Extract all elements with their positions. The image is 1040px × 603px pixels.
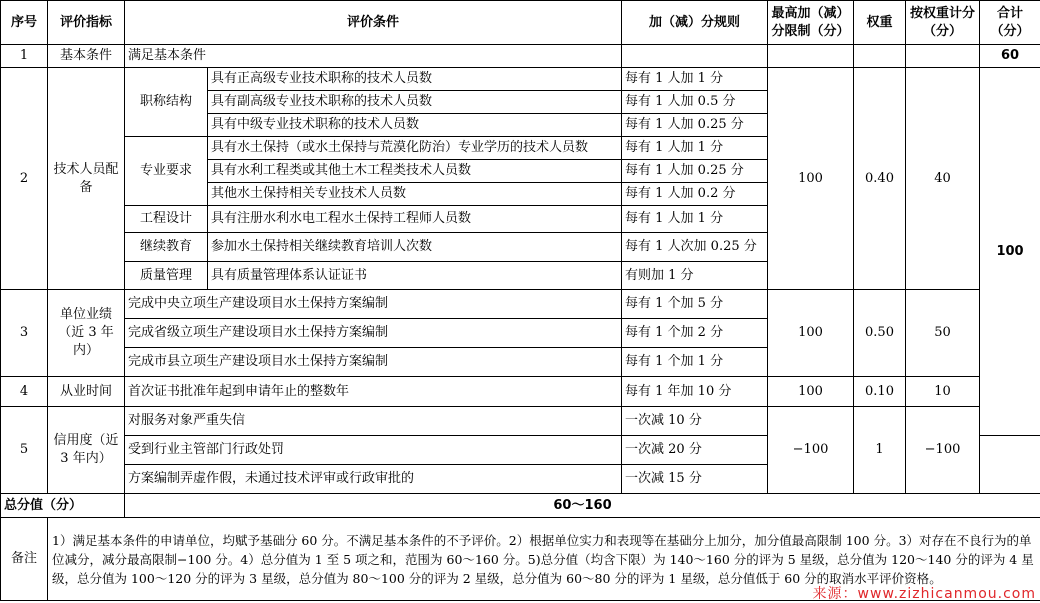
row4-condition: 首次证书批准年起到申请年止的整数年: [125, 377, 622, 407]
table-row: [1, 68, 1040, 91]
row4-weight: 0.10: [854, 377, 906, 407]
row5-condition: 对服务对象严重失信: [125, 407, 622, 436]
row5-rule: 一次减 15 分: [622, 465, 768, 494]
row2-condition: 具有水土保持（或水土保持与荒漠化防治）专业学历的技术人员数: [208, 137, 622, 160]
row3-weighted: 50: [906, 290, 980, 377]
row2-sub-cont: 继续教育: [125, 233, 208, 262]
row2-rule: 有则加 1 分: [622, 262, 768, 290]
table-row: [1, 290, 1040, 319]
row5-condition: 方案编制弄虚作假，未通过技术评审或行政审批的: [125, 465, 622, 494]
row2-rule: 每有 1 人加 0.2 分: [622, 183, 768, 206]
summary-label: 总分值（分）: [1, 494, 125, 518]
row2-condition: 具有注册水利水电工程水土保持工程师人员数: [208, 206, 622, 233]
row4-indicator: 从业时间: [48, 377, 125, 407]
header-no: 序号: [1, 1, 48, 45]
row1-max-empty: [768, 45, 854, 68]
header-max: 最高加（减）分限制（分）: [768, 1, 854, 45]
row3-rule: 每有 1 个加 5 分: [622, 290, 768, 319]
row5-indicator: 信用度（近 3 年内）: [48, 407, 125, 494]
row1-total: 60: [980, 45, 1040, 68]
row2-rule: 每有 1 人加 1 分: [622, 137, 768, 160]
row3-no: 3: [1, 290, 48, 377]
header-weighted: 按权重计分（分）: [906, 1, 980, 45]
row1-condition: 满足基本条件: [125, 45, 622, 68]
summary-value: 60～160: [125, 494, 1040, 518]
row2-rule: 每有 1 人加 0.5 分: [622, 91, 768, 114]
row2-sub-eng: 工程设计: [125, 206, 208, 233]
row2-sub-pro: 专业要求: [125, 137, 208, 206]
table-row: [1, 377, 1040, 407]
row3-condition: 完成省级立项生产建设项目水土保持方案编制: [125, 319, 622, 348]
table-row: [1, 45, 1040, 68]
row3-rule: 每有 1 个加 1 分: [622, 348, 768, 377]
row2-weight: 0.40: [854, 68, 906, 290]
row3-rule: 每有 1 个加 2 分: [622, 319, 768, 348]
row2-weighted: 40: [906, 68, 980, 290]
row2-rule: 每有 1 人加 1 分: [622, 68, 768, 91]
row5-rule: 一次减 10 分: [622, 407, 768, 436]
row1-weight-empty: [854, 45, 906, 68]
row3-max: 100: [768, 290, 854, 377]
row4-weighted: 10: [906, 377, 980, 407]
row2-condition: 具有副高级专业技术职称的技术人员数: [208, 91, 622, 114]
header-weight: 权重: [854, 1, 906, 45]
row2-condition: 其他水土保持相关专业技术人员数: [208, 183, 622, 206]
summary-row: [1, 494, 1040, 518]
row2-condition: 参加水土保持相关继续教育培训人次数: [208, 233, 622, 262]
header-indicator: 评价指标: [48, 1, 125, 45]
row2-max: 100: [768, 68, 854, 290]
row5-condition: 受到行业主管部门行政处罚: [125, 436, 622, 465]
row2-rule: 每有 1 人加 0.25 分: [622, 114, 768, 137]
source-watermark: 来源：www.zizhicanmou.com: [812, 586, 1036, 602]
total-mid: 100: [980, 68, 1040, 436]
row2-condition: 具有正高级专业技术职称的技术人员数: [208, 68, 622, 91]
row2-rule: 每有 1 人次加 0.25 分: [622, 233, 768, 262]
row2-indicator: 技术人员配备: [48, 68, 125, 290]
row1-indicator: 基本条件: [48, 45, 125, 68]
row3-weight: 0.50: [854, 290, 906, 377]
row2-condition: 具有水利工程类或其他土木工程类技术人员数: [208, 160, 622, 183]
row5-rule: 一次减 20 分: [622, 436, 768, 465]
table-row: [1, 407, 1040, 436]
row2-no: 2: [1, 68, 48, 290]
row5-weight: 1: [854, 407, 906, 494]
row5-no: 5: [1, 407, 48, 494]
row4-no: 4: [1, 377, 48, 407]
row4-max: 100: [768, 377, 854, 407]
row2-sub-qual: 质量管理: [125, 262, 208, 290]
row3-condition: 完成中央立项生产建设项目水土保持方案编制: [125, 290, 622, 319]
row2-condition: 具有质量管理体系认证证书: [208, 262, 622, 290]
header-condition: 评价条件: [125, 1, 622, 45]
remark-label: 备注: [1, 518, 48, 601]
row2-rule: 每有 1 人加 1 分: [622, 206, 768, 233]
row1-rule-empty: [622, 45, 768, 68]
row2-sub-title: 职称结构: [125, 68, 208, 137]
row5-weighted: −100: [906, 407, 980, 494]
remark-text: 1）满足基本条件的申请单位，均赋予基础分 60 分。不满足基本条件的不予评价。2）根据单位实力和表现等在基础分上加分，加分值最高限制 100 分。3）对存在不良行为的单位减分，减分最高限制−100 分。4）总分值为 1 至 5 项之和，范围为 60～160 分。5)总分值（均含下限）为 140～160 分的评为 5 星级，总分值为 120～140 分的评为 4 星级，总分值为 100～120 分的评为 3 星级，总分值为 80～100 分的评为 2 星级，总分值为 60～80 分的评为 1 星级，总分值低于 60 分的取消水平评价资格。: [48, 518, 1040, 601]
row3-indicator: 单位业绩（近 3 年内）: [48, 290, 125, 377]
row2-condition: 具有中级专业技术职称的技术人员数: [208, 114, 622, 137]
header-rule: 加（减）分规则: [622, 1, 768, 45]
header-row: [1, 1, 1040, 45]
row5-max: −100: [768, 407, 854, 494]
row1-no: 1: [1, 45, 48, 68]
header-total: 合计（分）: [980, 1, 1040, 45]
row2-rule: 每有 1 人加 0.25 分: [622, 160, 768, 183]
row1-weighted-empty: [906, 45, 980, 68]
row4-rule: 每有 1 年加 10 分: [622, 377, 768, 407]
row3-condition: 完成市县立项生产建设项目水土保持方案编制: [125, 348, 622, 377]
